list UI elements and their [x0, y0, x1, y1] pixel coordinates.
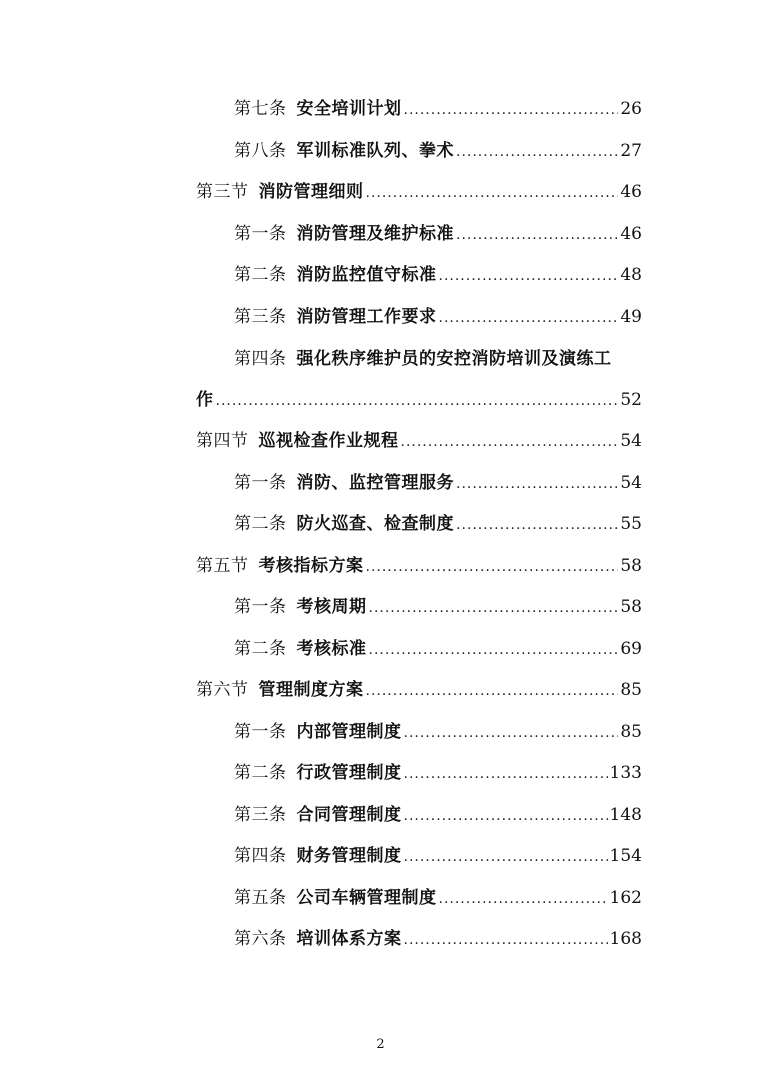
dot-leader	[216, 387, 619, 415]
toc-entry-title: 消防、监控管理服务	[296, 473, 454, 493]
toc-section-number: 第四节	[196, 431, 249, 451]
toc-section-title: 管理制度方案	[258, 680, 364, 700]
toc-entry[interactable]	[234, 220, 642, 248]
dot-leader	[366, 179, 619, 207]
toc-section-number: 第三节	[196, 182, 249, 202]
toc-entry-number: 第三条	[234, 307, 287, 327]
dot-leader	[439, 885, 608, 913]
toc-entry-title-continuation: 作	[196, 390, 214, 410]
toc-entry-page: 133	[609, 763, 642, 783]
toc-entry-number: 第四条	[234, 846, 287, 866]
dot-leader	[401, 428, 619, 456]
toc-section[interactable]	[196, 178, 642, 206]
toc-entry-page: 55	[620, 514, 642, 534]
toc-entry-title: 消防监控值守标准	[296, 265, 437, 285]
dot-leader	[404, 926, 608, 954]
dot-leader	[439, 304, 619, 332]
toc-entry-page: 46	[620, 224, 642, 244]
toc-entry[interactable]	[234, 593, 642, 621]
toc-entry-title: 考核标准	[296, 639, 367, 659]
toc-section-page: 46	[620, 182, 642, 202]
toc-entry-number: 第一条	[234, 473, 287, 493]
toc-section-number: 第六节	[196, 680, 249, 700]
toc-entry-number: 第二条	[234, 763, 287, 783]
toc-entry-number: 第一条	[234, 597, 287, 617]
toc-section-title: 消防管理细则	[258, 182, 364, 202]
toc-entry[interactable]	[234, 801, 642, 829]
toc-entry-title: 培训体系方案	[296, 929, 402, 949]
toc-entry-number: 第三条	[234, 805, 287, 825]
toc-entry-title: 消防管理工作要求	[296, 307, 437, 327]
toc-entry-number: 第一条	[234, 722, 287, 742]
dot-leader	[456, 470, 618, 498]
toc-entry-number: 第二条	[234, 514, 287, 534]
toc-entry-number: 第二条	[234, 265, 287, 285]
toc-section[interactable]	[196, 427, 642, 455]
toc-entry[interactable]	[234, 925, 642, 953]
dot-leader	[456, 138, 618, 166]
toc-entry[interactable]	[234, 95, 642, 123]
toc-entry[interactable]	[234, 303, 642, 331]
toc-entry-continuation[interactable]	[196, 386, 642, 414]
toc-entry[interactable]	[234, 137, 642, 165]
dot-leader	[439, 262, 619, 290]
toc-section[interactable]	[196, 552, 642, 580]
dot-leader	[404, 843, 608, 871]
toc-entry[interactable]	[234, 261, 642, 289]
toc-entry-page: 49	[620, 307, 642, 327]
toc-entry-page: 54	[620, 473, 642, 493]
toc-entry-page: 154	[609, 846, 642, 866]
dot-leader	[369, 636, 619, 664]
toc-entry-page: 168	[609, 929, 642, 949]
dot-leader	[369, 594, 619, 622]
dot-leader	[366, 553, 619, 581]
toc-entry-page: 69	[620, 639, 642, 659]
dot-leader	[404, 802, 608, 830]
toc-entry-page: 162	[609, 888, 642, 908]
dot-leader	[456, 511, 618, 539]
toc-entry-page: 52	[620, 390, 642, 410]
toc-entry[interactable]	[234, 759, 642, 787]
toc-section-page: 54	[620, 431, 642, 451]
toc-entry-number: 第二条	[234, 639, 287, 659]
toc-section-number: 第五节	[196, 556, 249, 576]
toc-entry-number: 第六条	[234, 929, 287, 949]
toc-entry-title: 合同管理制度	[296, 805, 402, 825]
toc-entry-title: 消防管理及维护标准	[296, 224, 454, 244]
toc-section[interactable]	[196, 676, 642, 704]
toc-entry[interactable]	[234, 510, 642, 538]
toc-entry-page: 27	[620, 141, 642, 161]
toc-entry-title: 防火巡查、检查制度	[296, 514, 454, 534]
toc-entry-title: 内部管理制度	[296, 722, 402, 742]
toc-entry[interactable]	[234, 842, 642, 870]
toc-entry-page: 85	[620, 722, 642, 742]
toc-entry-number: 第八条	[234, 141, 287, 161]
toc-entry-title: 安全培训计划	[296, 99, 402, 119]
dot-leader	[366, 677, 619, 705]
toc-entry-title: 强化秩序维护员的安控消防培训及演练工	[296, 349, 612, 369]
toc-entry-page: 48	[620, 265, 642, 285]
toc-entry-page: 58	[620, 597, 642, 617]
toc-entry[interactable]	[234, 718, 642, 746]
dot-leader	[404, 719, 619, 747]
toc-entry-number: 第一条	[234, 224, 287, 244]
toc-entry[interactable]	[234, 345, 644, 373]
toc-entry-page: 26	[620, 99, 642, 119]
toc-entry-number: 第五条	[234, 888, 287, 908]
toc-entry-title: 行政管理制度	[296, 763, 402, 783]
dot-leader	[404, 760, 608, 788]
toc-entry[interactable]	[234, 469, 642, 497]
toc-entry[interactable]	[234, 635, 642, 663]
toc-entry-title: 公司车辆管理制度	[296, 888, 437, 908]
toc-entry-number: 第四条	[234, 349, 287, 369]
toc-section-page: 85	[620, 680, 642, 700]
toc-entry-title: 财务管理制度	[296, 846, 402, 866]
toc-entry-number: 第七条	[234, 99, 287, 119]
toc-section-page: 58	[620, 556, 642, 576]
toc-section-title: 考核指标方案	[258, 556, 364, 576]
toc-entry-title: 考核周期	[296, 597, 367, 617]
dot-leader	[404, 96, 619, 124]
dot-leader	[456, 221, 618, 249]
page-number: 2	[376, 1037, 385, 1052]
toc-entry-title: 军训标准队列、拳术	[296, 141, 454, 161]
toc-entry[interactable]	[234, 884, 642, 912]
toc-entry-page: 148	[609, 805, 642, 825]
toc-section-title: 巡视检查作业规程	[258, 431, 399, 451]
